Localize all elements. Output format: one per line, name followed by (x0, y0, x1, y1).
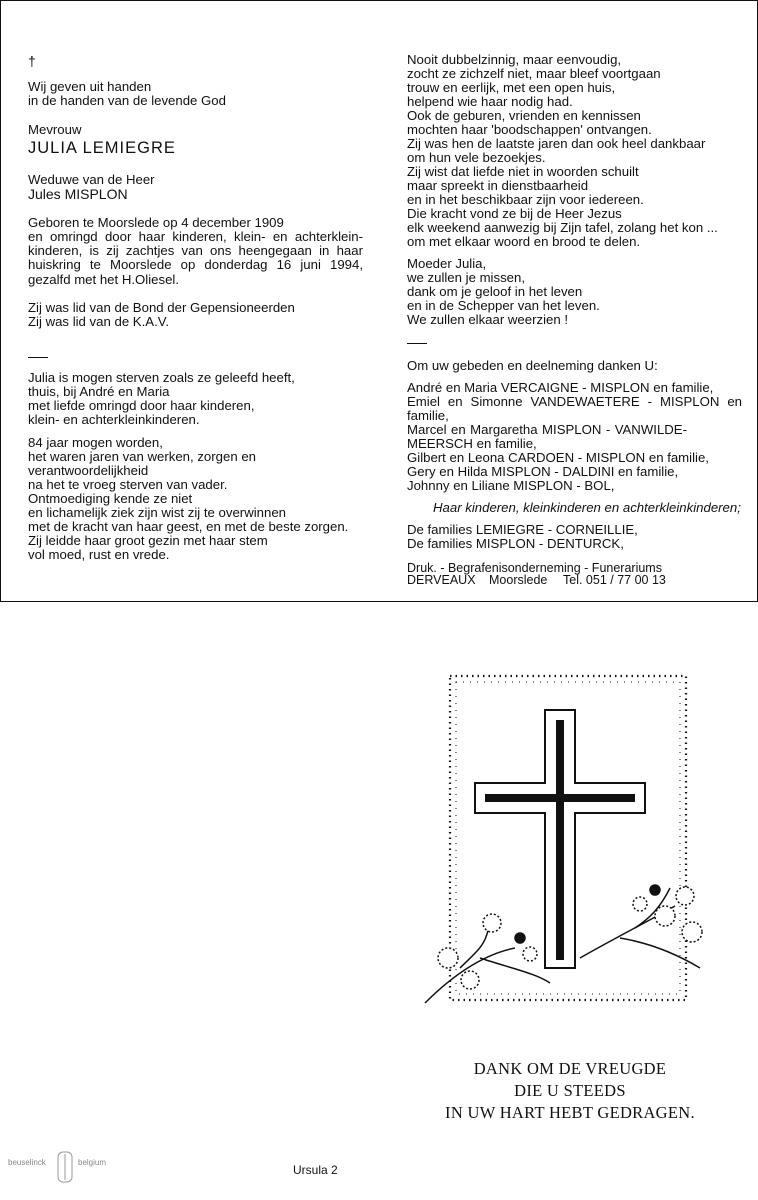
poem-line: elk weekend aanwezig bij Zijn tafel, zolang het kon ... (407, 220, 718, 235)
stanza-line: klein- en achterkleinkinderen. (28, 412, 200, 427)
farewell-line: We zullen elkaar weerzien ! (407, 312, 569, 327)
membership-line: Zij was lid van de K.A.V. (28, 314, 169, 329)
divider (407, 343, 427, 344)
printer-name: DERVEAUX (407, 573, 476, 587)
stanza-line: verantwoordelijkheid (28, 463, 149, 478)
intro-line: in de handen van de levende God (28, 93, 226, 108)
stanza-line: en lichamelijk ziek zijn wist zij te overwinnen (28, 505, 286, 520)
husband-name: Jules MISPLON (28, 186, 128, 202)
poem-line: Ook de geburen, vrienden en kennissen (407, 108, 641, 123)
verse-line: DANK OM DE VREUGDE (473, 1059, 667, 1078)
poem-line: Zij wist dat liefde niet in woorden schuilt (407, 164, 639, 179)
logo-text-right: belgium (78, 1158, 107, 1167)
printer-phone: Tel. 051 / 77 00 13 (563, 573, 666, 587)
stanza-line: het waren jaren van werken, zorgen en (28, 449, 256, 464)
verse-line: IN UW HART HEBT GEDRAGEN. (445, 1103, 695, 1122)
widow-of: Weduwe van de Heer (28, 172, 155, 187)
poem-line: om met elkaar woord en brood te delen. (407, 234, 641, 249)
divider (28, 357, 48, 358)
poem-line: helpend wie haar nodig had. (407, 94, 573, 109)
birth-line: Geboren te Moorslede op 4 december 1909 (28, 215, 284, 230)
poem-line: zocht ze zichzelf niet, maar bleef voortgaan (407, 66, 661, 81)
family-line: Johnny en Liliane MISPLON - BOL, (407, 478, 615, 493)
cross-symbol: † (28, 53, 36, 69)
thanks-intro: Om uw gebeden en deelneming danken U: (407, 358, 658, 373)
logo-text-left: beuselinck (8, 1158, 46, 1167)
families-line: De families LEMIEGRE - CORNEILLIE, (407, 522, 638, 537)
farewell-line: we zullen je missen, (407, 270, 526, 285)
stanza-line: Zij leidde haar groot gezin met haar stem (28, 533, 268, 548)
stanza-line: Julia is mogen sterven zoals ze geleefd heeft, (28, 370, 295, 385)
poem-line: Zij was hen de laatste jaren dan ook heel dankbaar (407, 136, 706, 151)
family-line: Gery en Hilda MISPLON - DALDINI en familie, (407, 464, 679, 479)
poem-line: om hun vele bezoekjes. (407, 150, 546, 165)
poem-line: Nooit dubbelzinnig, maar eenvoudig, (407, 52, 622, 67)
logo-mark-icon (54, 1150, 76, 1186)
death-paragraph: en omringd door haar kinderen, klein- en achterklein-kinderen, is zij zachtjes van ons heengegaan in haar huiskring te Moorslede op donderdag 16 juni 1994, gezalfd met het H.Oliesel. (28, 229, 363, 287)
poem-line: trouw en eerlijk, met een open huis, (407, 80, 616, 95)
cross-image (420, 668, 710, 1018)
family-line: André en Maria VERCAIGNE - MISPLON en familie, (407, 380, 714, 395)
farewell-line: dank om je geloof in het leven (407, 284, 583, 299)
family-line: Marcel en Margaretha MISPLON - VANWILDE-MEERSCH en familie, (407, 422, 687, 452)
flower-branch-right-icon (580, 885, 702, 968)
poem-line: en in het beschikbaar zijn voor iedereen. (407, 192, 644, 207)
farewell-line: Moeder Julia, (407, 256, 487, 271)
card-code: Ursula 2 (293, 1163, 338, 1177)
printer-logo (8, 1150, 118, 1190)
membership-line: Zij was lid van de Bond der Gepensioneerden (28, 300, 295, 315)
intro-line: Wij geven uit handen (28, 79, 152, 94)
grandchildren-line: Haar kinderen, kleinkinderen en achterkleinkinderen; (433, 500, 741, 515)
stanza-line: na het te vroeg sterven van vader. (28, 477, 228, 492)
cross-inner-horizontal (485, 794, 635, 802)
farewell-line: en in de Schepper van het leven. (407, 298, 600, 313)
printer-town: Moorslede (489, 573, 548, 587)
stanza-line: 84 jaar mogen worden, (28, 435, 163, 450)
family-line: Gilbert en Leona CARDOEN - MISPLON en familie, (407, 450, 709, 465)
verse-line: DIE U STEEDS (514, 1081, 626, 1100)
family-line: Emiel en Simonne VANDEWAETERE - MISPLON en familie, (407, 394, 742, 424)
deceased-name: JULIA LEMIEGRE (28, 139, 176, 157)
title-prefix: Mevrouw (28, 122, 82, 137)
stanza-line: met liefde omringd door haar kinderen, (28, 398, 255, 413)
poem-line: Die kracht vond ze bij de Heer Jezus (407, 206, 622, 221)
flower-branch-left-icon (425, 914, 550, 1003)
poem-line: maar spreekt in dienstbaarheid (407, 178, 589, 193)
printer-line: Druk. - Begrafenisonderneming - Funerariums (407, 561, 662, 575)
families-line: De families MISPLON - DENTURCK, (407, 536, 624, 551)
cross-inner-vertical (556, 720, 564, 960)
stanza-line: met de kracht van haar geest, en met de beste zorgen. (28, 519, 349, 534)
stanza-line: vol moed, rust en vrede. (28, 547, 170, 562)
stanza-line: thuis, bij André en Maria (28, 384, 170, 399)
poem-line: mochten haar 'boodschappen' ontvangen. (407, 122, 652, 137)
stanza-line: Ontmoediging kende ze niet (28, 491, 193, 506)
